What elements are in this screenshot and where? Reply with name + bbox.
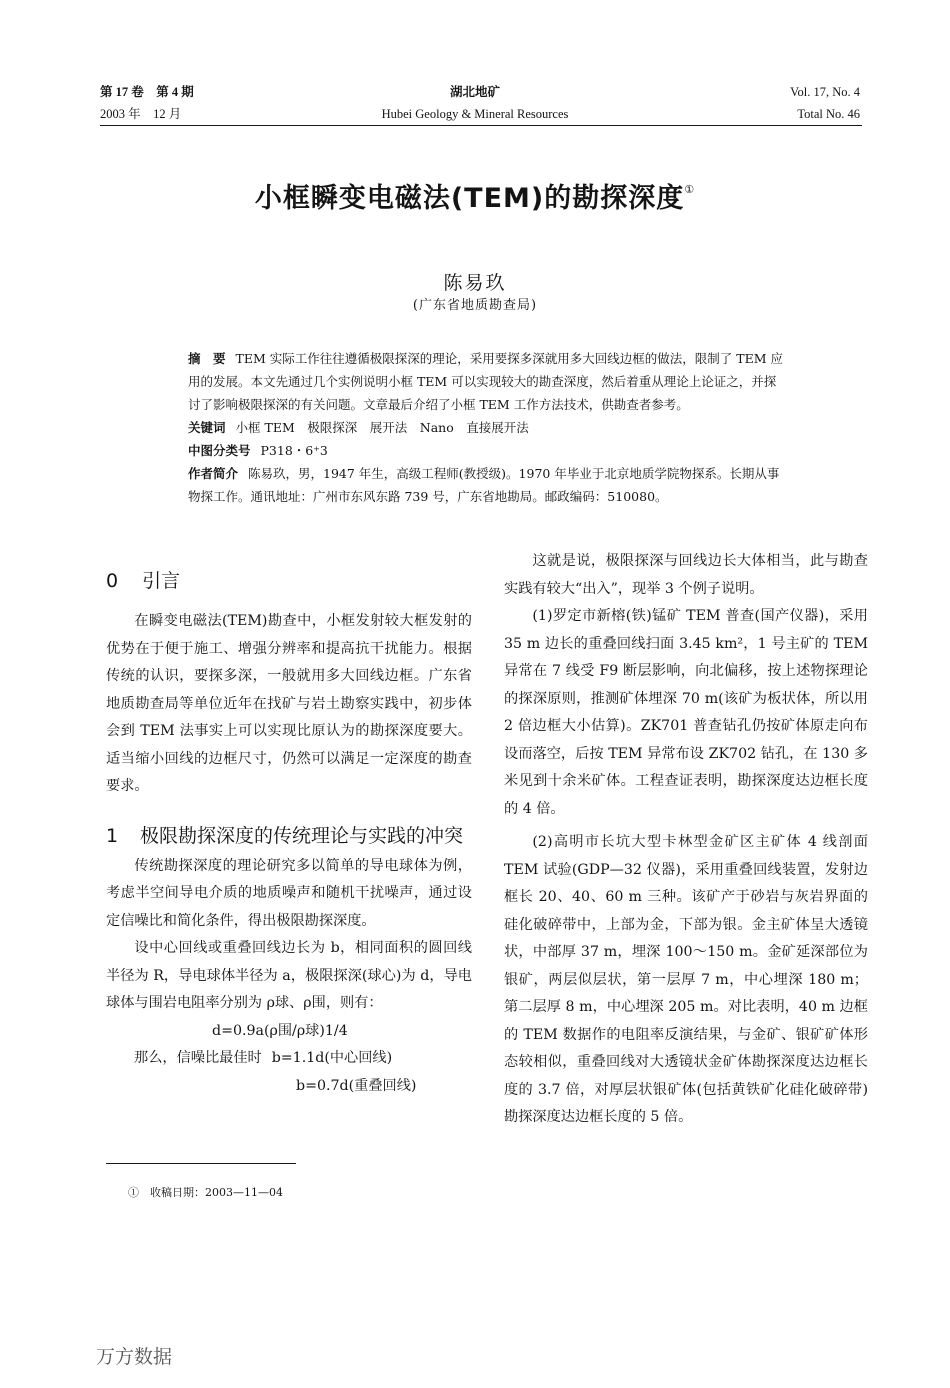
formula-depth: d=0.9a(ρ围/ρ球)1/4: [212, 1022, 348, 1039]
author-name: 陈易玖: [443, 272, 507, 294]
footnote-received-date: ① 收稿日期：2003—11—04: [128, 1186, 283, 1199]
classification-line: [188, 439, 788, 462]
volume-number-en: Vol. 17, No. 4: [790, 85, 860, 99]
intro-paragraph: 在瞬变电磁法(TEM)勘查中，小框发射较大框发射的优势在于便于施工、增强分辨率和提高抗干扰能力。根据传统的认识，要探多深，一般就用多大回线边框。广东省地质勘查局等单位近年在找矿与岩土勘察实践中，初步体会到 TEM 法事实上可以实现比原认为的勘探深度要大。适当缩小回线的边框尺寸，仍然可以满足一定深度的勘查要求。: [106, 613, 472, 794]
author-bio-label: 作者简介: [188, 466, 239, 481]
keywords-line: [188, 416, 788, 439]
section-0-title: 引言: [142, 570, 181, 592]
classification-label: 中图分类号: [188, 443, 251, 458]
journal-name-cn: 湖北地矿: [449, 85, 500, 99]
paper-title-text: 小框瞬变电磁法(TEM)的勘探深度: [254, 183, 685, 214]
right-column: [504, 548, 868, 1132]
example-2-paragraph: (2)高明市长坑大型卡林型金矿区主矿体 4 线剖面 TEM 试验(GDP—32 仪器)，采用重叠回线装置，发射边框长 20、40、60 m 三种。该矿产于砂岩与灰岩界面的硅化破碎带中，上部为金，下部为银。金主矿体呈大透镜状，中部厚 37 m，埋深 100～150 m。金矿延深部位为银矿，两层似层状，第一层厚 7 m，中心埋深 180 m；第二层厚 8 m，中心埋深 205 m。对比表明，40 m 边框的 TEM 数据作的电阻率反演结果，与金矿、银矿矿体形态较相似，重叠回线对大透镜状金矿体勘探深度达边框长度的 3.7 倍，对厚层状银矿体(包括黄铁矿化硅化破碎带)勘探深度达边框长度的 5 倍。: [504, 834, 868, 1125]
abstract-label: 摘 要: [188, 351, 226, 366]
classification-value: P318・6⁺3: [260, 443, 328, 458]
formula-central-loop: b=1.1d(中心回线): [271, 1050, 393, 1066]
abstract-block: [188, 347, 788, 508]
keywords-label: 关键词: [188, 420, 226, 435]
formula-overlap-loop: b=0.7d(重叠回线): [296, 1077, 417, 1094]
footnote-rule: [106, 1163, 296, 1164]
keywords-text: 小框 TEM 极限探深 展开法 Nano 直接展开法: [235, 420, 529, 435]
paper-title: [0, 176, 950, 215]
section-1-number: 1: [106, 824, 119, 847]
author-affiliation: (广东省地质勘查局): [412, 298, 538, 313]
journal-name-en: Hubei Geology & Mineral Resources: [381, 107, 569, 121]
section-0-number: 0: [106, 570, 119, 592]
abstract-para: [188, 347, 788, 416]
title-footnote-mark: ①: [684, 183, 696, 196]
wanfang-watermark: 万方数据: [96, 1346, 173, 1368]
header-rule: [100, 125, 862, 126]
author-bio-line: [188, 462, 788, 508]
right-paragraph-1: 这就是说，极限探深与回线边长大体相当，此与勘查实践有较大“出入”，现举 3 个例子说明。: [504, 553, 868, 597]
author-bio-text: 陈易玖，男，1947 年生，高级工程师(教授级)。1970 年毕业于北京地质学院物探系。长期从事物探工作。通讯地址：广州市东风东路 739 号，广东省地勘局。邮政编码：510080。: [188, 466, 780, 504]
section-1-heading: [106, 821, 472, 851]
publication-date: 2003 年 12 月: [100, 107, 182, 121]
section-1-paragraph-2: 设中心回线或重叠回线边长为 b，相同面积的圆回线半径为 R，导电球体半径为 a，极限探深(球心)为 d，导电球体与围岩电阻率分别为 ρ球、ρ围，则有：: [106, 940, 472, 1011]
section-0-heading: [106, 566, 472, 596]
formula-central-loop-line: [106, 1045, 472, 1073]
formula-prefix: 那么，信噪比最佳时: [134, 1050, 262, 1066]
abstract-text: TEM 实际工作往往遵循极限探深的理论，采用要探多深就用多大回线边框的做法，限制了 TEM 应用的发展。本文先通过几个实例说明小框 TEM 可以实现较大的勘查深度，然后着重从理论上论证之，并探讨了影响极限探深的有关问题。文章最后介绍了小框 TEM 工作方法技术，供勘查者参考。: [188, 351, 783, 412]
volume-issue: 第 17 卷 第 4 期: [100, 85, 194, 99]
section-1-paragraph-1: 传统勘探深度的理论研究多以简单的导电球体为例，考虑半空间导电介质的地质噪声和随机干扰噪声，通过设定信噪比和简化条件，得出极限勘探深度。: [106, 857, 472, 929]
left-column: [106, 566, 472, 1100]
total-number: Total No. 46: [797, 107, 860, 121]
example-1-paragraph: (1)罗定市新榕(铁)锰矿 TEM 普查(国产仪器)，采用 35 m 边长的重叠回线扫面 3.45 km²，1 号主矿的 TEM 异常在 7 线受 F9 断层影响，向北偏移，按上述物探理论的探深原则，推测矿体埋深 70 m(该矿为板状体，所以用 2 倍边框大小估算)。ZK701 普查钻孔仍按矿体原走向布设而落空，后按 TEM 异常布设 ZK702 钻孔，在 130 多米见到十余米矿体。工程查证表明，勘探深度达边框长度的 4 倍。: [504, 608, 868, 817]
section-1-title: 极限勘探深度的传统理论与实践的冲突: [140, 824, 464, 847]
